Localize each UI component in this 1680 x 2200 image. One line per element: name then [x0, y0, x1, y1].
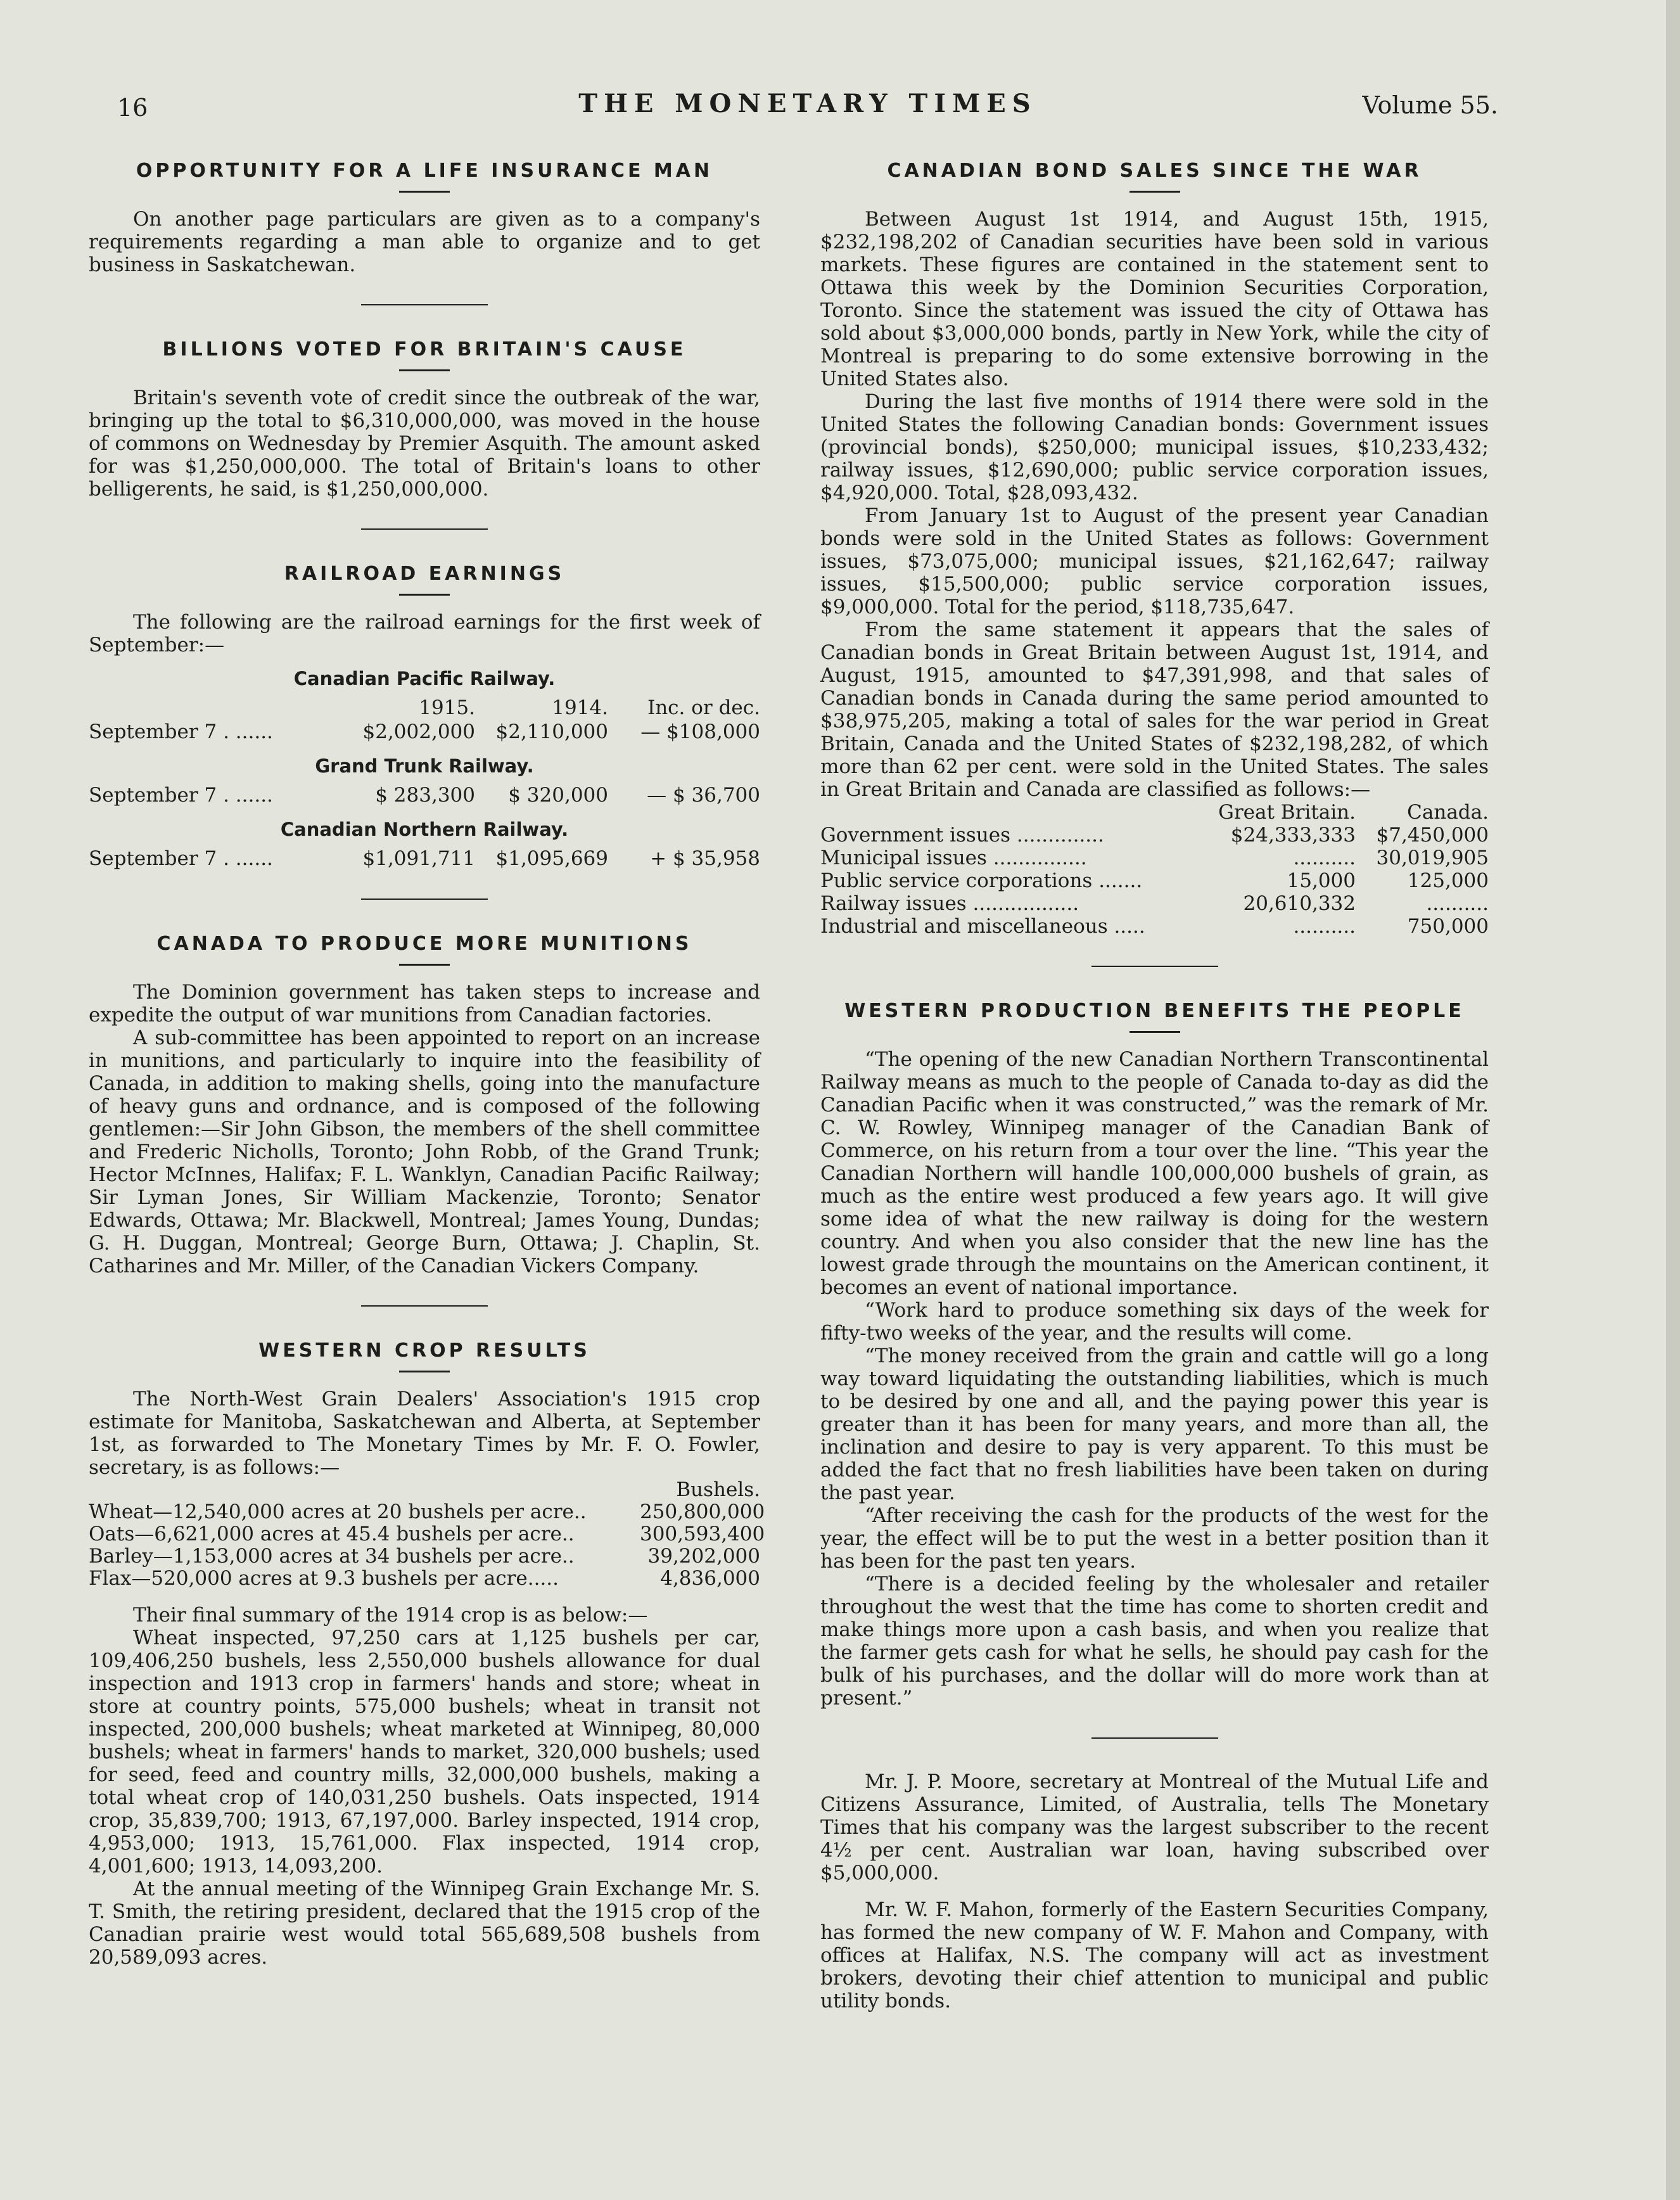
value-1914: $ 320,000: [508, 784, 608, 807]
col-header: [89, 696, 342, 720]
col-header: Canada.: [1407, 801, 1489, 824]
value-1914: $2,110,000: [495, 720, 608, 743]
bond-canada: $7,450,000: [1376, 824, 1489, 847]
article-paragraph: The North-West Grain Dealers' Association's 1915 crop estimate for Manitoba, Saskatchewan and Alberta, at September 1st, as forwarded to The Monetary Times by Mr. F. O. Fowler, secretary, is as follows:—: [89, 1388, 760, 1479]
bond-row: [820, 847, 1489, 869]
bond-canada: 750,000: [1407, 915, 1489, 938]
bond-canada: 30,019,905: [1376, 847, 1489, 869]
value-1915: $ 283,300: [375, 784, 475, 807]
bond-gb: 20,610,332: [1243, 892, 1356, 915]
article-billions: [89, 337, 760, 501]
article-heading: BILLIONS VOTED FOR BRITAIN'S CAUSE: [162, 338, 687, 361]
crop-label: Wheat—12,540,000 acres at 20 bushels per acre..: [89, 1501, 587, 1523]
crop-label: Barley—1,153,000 acres at 34 bushels per acre..: [89, 1545, 575, 1568]
heading-rule: [399, 1371, 450, 1372]
bond-row: [820, 824, 1489, 847]
article-paragraph: The Dominion government has taken steps to increase and expedite the output of war munitions from Canadian factories.: [89, 981, 760, 1026]
article-opportunity: [89, 158, 760, 276]
article-paragraph: “Work hard to produce something six days of the week for fifty-two weeks of the year, and the results will come.: [820, 1299, 1489, 1345]
article-paragraph: During the last five months of 1914 there were sold in the United States the following Canadian bonds: Government issues (provincial bonds), $250,000; municipal issues, $10,233,432; railway issues, $12,690,000; public service corporation issues, $4,920,000. Total, $28,093,432.: [820, 390, 1489, 504]
crop-table-header: [89, 1479, 760, 1501]
crop-row: [89, 1545, 760, 1568]
article-paragraph: Britain's seventh vote of credit since the outbreak of the war, bringing up the total to $6,310,000,000, was moved in the house of commons on Wednesday by Premier Asquith. The amount asked for was $1,250,000,000. The total of Britain's loans to other belligerents, he said, is $1,250,000,000.: [89, 387, 760, 501]
article-heading: WESTERN PRODUCTION BENEFITS THE PEOPLE: [844, 1000, 1465, 1022]
earnings-row: [89, 783, 760, 807]
crop-value: 300,593,400: [640, 1523, 765, 1545]
crop-label: Oats—6,621,000 acres at 45.4 bushels per acre..: [89, 1523, 575, 1545]
heading-rule: [1130, 191, 1180, 193]
article-western-crop: [89, 1338, 765, 1969]
bond-gb: 15,000: [1287, 869, 1356, 892]
bond-canada: 125,000: [1407, 869, 1489, 892]
col-header: Great Britain.: [1218, 801, 1356, 824]
bond-label: Industrial and miscellaneous .....: [820, 915, 1145, 938]
bond-label: Municipal issues ...............: [820, 847, 1087, 869]
article-heading: CANADA TO PRODUCE MORE MUNITIONS: [156, 933, 692, 955]
heading-rule: [1130, 1031, 1180, 1033]
row-label: September 7 . ......: [89, 847, 273, 870]
heading-rule: [399, 964, 450, 966]
bushels-header: Bushels.: [676, 1478, 760, 1501]
section-divider: [361, 304, 488, 305]
news-notes: [820, 1770, 1489, 2012]
row-label: September 7 . ......: [89, 784, 273, 807]
page-edge: [1666, 0, 1680, 2200]
crop-value: 250,800,000: [640, 1500, 765, 1523]
article-paragraph: Their final summary of the 1914 crop is as below:—: [133, 1604, 648, 1627]
value-change: — $108,000: [640, 720, 760, 743]
value-change: + $ 35,958: [650, 847, 760, 870]
crop-row: [89, 1523, 765, 1545]
page-header: [117, 89, 1498, 133]
section-divider: [361, 528, 488, 530]
crop-value: 39,202,000: [647, 1545, 760, 1568]
article-munitions: [89, 931, 760, 1277]
article-heading: CANADIAN BOND SALES SINCE THE WAR: [887, 160, 1422, 182]
right-column: [820, 158, 1489, 2012]
section-divider: [1091, 966, 1218, 967]
article-heading: OPPORTUNITY FOR A LIFE INSURANCE MAN: [136, 160, 713, 182]
article-paragraph: “The opening of the new Canadian Northern Transcontinental Railway means as much to the people of Canada to-day as did the Canadian Pacific when it was constructed,” was the remark of Mr. C. W. Rowley, Winnipeg manager of the Canadian Bank of Commerce, on his return from a tour over the line. “This year the Canadian Northern will handle 100,000,000 bushels of grain, as much as the entire west produced a few years ago. It will give some idea of what the new railway is doing for the western country. And when you also consider that the new line has the lowest grade through the mountains on the American continent, it becomes an event of national importance.: [820, 1048, 1489, 1299]
journal-title: THE MONETARY TIMES: [578, 89, 1037, 118]
col-header: Inc. or dec.: [647, 696, 760, 719]
bond-row: [820, 915, 1489, 938]
bond-label: Government issues ..............: [820, 824, 1104, 847]
note-mahon: Mr. W. F. Mahon, formerly of the Eastern Securities Company, has formed the new company of W. F. Mahon and Company, with offices at Halifax, N.S. The company will act as investment brokers, devoting their chief attention to municipal and public utility bonds.: [820, 1898, 1489, 2012]
heading-rule: [399, 191, 450, 193]
section-divider: [361, 899, 488, 900]
article-heading: RAILROAD EARNINGS: [284, 563, 565, 585]
article-paragraph: From January 1st to August of the present year Canadian bonds were sold in the United States as follows: Government issues, $73,075,000; municipal issues, $21,162,647; railway issues, $15,500,000; public service corporation issues, $9,000,000. Total for the period, $118,735,647.: [820, 504, 1489, 618]
bond-table-header: [820, 801, 1489, 824]
article-paragraph: Wheat inspected, 97,250 cars at 1,125 bushels per car, 109,406,250 bushels, less 2,550,000 bushels allowance for dual inspection and 1913 crop in farmers' hands and store; wheat in store at country points, 575,000 bushels; wheat in transit not inspected, 200,000 bushels; wheat marketed at Winnipeg, 80,000 bushels; wheat in farmers' hands to market, 320,000 bushels; used for seed, feed and country mills, 32,000,000 bushels, making a total wheat crop of 140,031,250 bushels. Oats inspected, 1914 crop, 35,839,700; 1913, 67,197,000. Barley inspected, 1914 crop, 4,953,000; 1913, 15,761,000. Flax inspected, 1914 crop, 4,001,600; 1913, 14,093,200.: [89, 1627, 760, 1877]
section-divider: [1091, 1737, 1218, 1739]
heading-rule: [399, 369, 450, 371]
earnings-column-headers: [89, 696, 760, 720]
crop-value: 4,836,000: [660, 1567, 760, 1590]
col-header: 1914.: [552, 696, 608, 719]
heading-rule: [399, 594, 450, 596]
page-number: 16: [117, 94, 148, 122]
earnings-row: [89, 847, 760, 871]
article-paragraph: At the annual meeting of the Winnipeg Grain Exchange Mr. S. T. Smith, the retiring president, declared that the 1915 crop of the Canadian prairie west would total 565,689,508 bushels from 20,589,093 acres.: [89, 1877, 760, 1969]
bond-row: [820, 869, 1489, 892]
crop-label: Flax—520,000 acres at 9.3 bushels per acre.....: [89, 1568, 559, 1590]
article-paragraph: “After receiving the cash for the products of the west for the year, the effect will be to put the west in a better position than it has been for the past ten years.: [820, 1504, 1489, 1573]
article-paragraph: On another page particulars are given as to a company's requirements regarding a man able to organize and to get business in Saskatchewan.: [89, 208, 760, 276]
article-railroad-earnings: [89, 561, 760, 871]
article-heading: WESTERN CROP RESULTS: [258, 1340, 590, 1362]
section-divider: [361, 1305, 488, 1307]
bond-canada: ..........: [1426, 892, 1489, 915]
article-paragraph: Between August 1st 1914, and August 15th, 1915, $232,198,202 of Canadian securities have been sold in various markets. These figures are contained in the statement sent to Ottawa this week by the Dominion Securities Corporation, Toronto. Since the statement was issued the city of Ottawa has sold about $3,000,000 bonds, partly in New York, while the city of Montreal is preparing to do some extensive borrowing in the United States also.: [820, 208, 1489, 390]
bond-label: Railway issues .................: [820, 892, 1079, 915]
article-paragraph: “The money received from the grain and cattle will go a long way toward liquidating the outstanding liabilities, which is much to be desired by one and all, and the paying power this year is greater than it has been for many years, and more than all, the inclination and desire to pay is very apparent. To this must be added the fact that no fresh liabilities have been taken on during the past year.: [820, 1345, 1489, 1504]
article-paragraph: From the same statement it appears that the sales of Canadian bonds in Great Britain between August 1st, 1914, and August, 1915, amounted to $47,391,998, and that sales of Canadian bonds in Canada during the same period amounted to $38,975,205, making a total of sales for the war period in Great Britain, Canada and the United States of $232,198,282, of which more than 62 per cent. were sold in the United States. The sales in Great Britain and Canada are classified as follows:—: [820, 618, 1489, 801]
note-moore: Mr. J. P. Moore, secretary at Montreal of the Mutual Life and Citizens Assurance, Limited, of Australia, tells The Monetary Times that his company was the largest subscriber to the recent 4½ per cent. Australian war loan, having subscribed over $5,000,000.: [820, 1770, 1489, 1884]
railway-name: Grand Trunk Railway.: [315, 755, 534, 777]
article-paragraph: The following are the railroad earnings for the first week of September:—: [89, 611, 760, 656]
bond-gb: ..........: [1293, 847, 1356, 869]
left-column: [89, 158, 765, 1969]
bond-gb: $24,333,333: [1230, 824, 1356, 847]
value-1914: $1,095,669: [495, 847, 608, 870]
col-header: 1915.: [419, 696, 475, 719]
article-bond-sales: [820, 158, 1489, 938]
article-western-production: [820, 999, 1489, 1710]
article-paragraph: “There is a decided feeling by the wholesaler and retailer throughout the west that the time has come to shorten credit and make things more upon a cash basis, and when you realize that the farmer gets cash for what he sells, he should pay cash for the bulk of his purchases, and the dollar will do more work than at present.”: [820, 1573, 1489, 1710]
value-1915: $1,091,711: [362, 847, 475, 870]
value-change: — $ 36,700: [647, 784, 760, 807]
bond-label: Public service corporations .......: [820, 869, 1143, 892]
volume-label: Volume 55.: [1362, 91, 1498, 119]
bond-row: [820, 892, 1489, 915]
railway-name: Canadian Pacific Railway.: [293, 668, 556, 689]
row-label: September 7 . ......: [89, 720, 273, 743]
value-1915: $2,002,000: [362, 720, 475, 743]
article-paragraph: A sub-committee has been appointed to report on an increase in munitions, and particularly to inquire into the feasibility of Canada, in addition to making shells, going into the manufacture of heavy guns and ordnance, and is composed of the following gentlemen:—Sir John Gibson, the members of the shell committee and Frederic Nicholls, Toronto; John Robb, of the Grand Trunk; Hector McInnes, Halifax; F. L. Wanklyn, Canadian Pacific Railway; Sir Lyman Jones, Sir William Mackenzie, Toronto; Senator Edwards, Ottawa; Mr. Blackwell, Montreal; James Young, Dundas; G. H. Duggan, Montreal; George Burn, Ottawa; J. Chaplin, St. Catharines and Mr. Miller, of the Canadian Vickers Company.: [89, 1026, 760, 1277]
bond-gb: ..........: [1293, 915, 1356, 938]
crop-row: [89, 1500, 765, 1523]
crop-row: [89, 1568, 760, 1590]
railway-name: Canadian Northern Railway.: [280, 819, 569, 840]
earnings-row: [89, 720, 760, 744]
